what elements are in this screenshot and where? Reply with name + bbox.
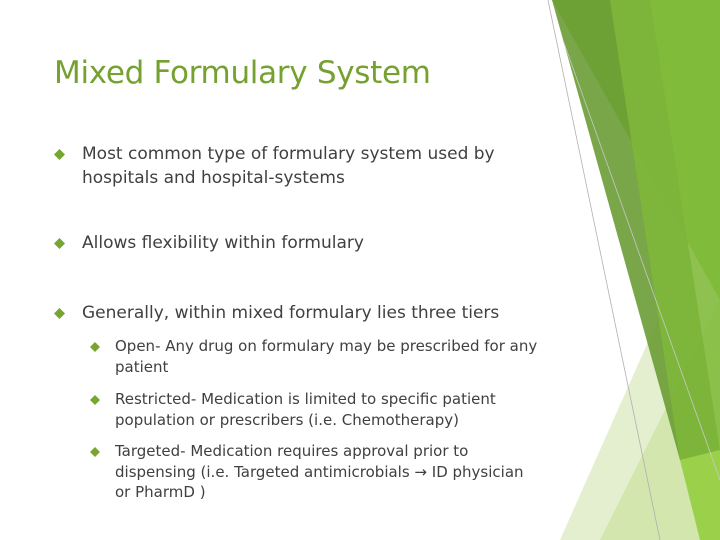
diamond-bullet-icon <box>54 238 65 249</box>
bullet-text: Allows flexibility within formulary <box>82 233 364 253</box>
diamond-bullet-icon <box>90 447 101 458</box>
diamond-bullet-icon <box>90 395 101 406</box>
bullet-text: Most common type of formulary system used by hospitals and hospital-systems <box>82 144 495 188</box>
diamond-bullet-icon <box>90 342 101 353</box>
sub-bullet-text: Open- Any drug on formulary may be prescribed for any patient <box>115 337 538 376</box>
sub-bullet-text: Restricted- Medication is limited to specific patient population or prescribers (i.e. Chemotherapy) <box>115 390 496 429</box>
diamond-bullet-icon <box>54 149 65 160</box>
sub-bullet-text: Targeted- Medication requires approval prior to dispensing (i.e. Targeted antimicrobials → ID physician or PharmD ) <box>115 442 524 501</box>
diamond-bullet-icon <box>54 308 65 319</box>
bullet-text: Generally, within mixed formulary lies three tiers <box>82 303 500 323</box>
slide-title: Mixed Formulary System <box>54 55 431 91</box>
